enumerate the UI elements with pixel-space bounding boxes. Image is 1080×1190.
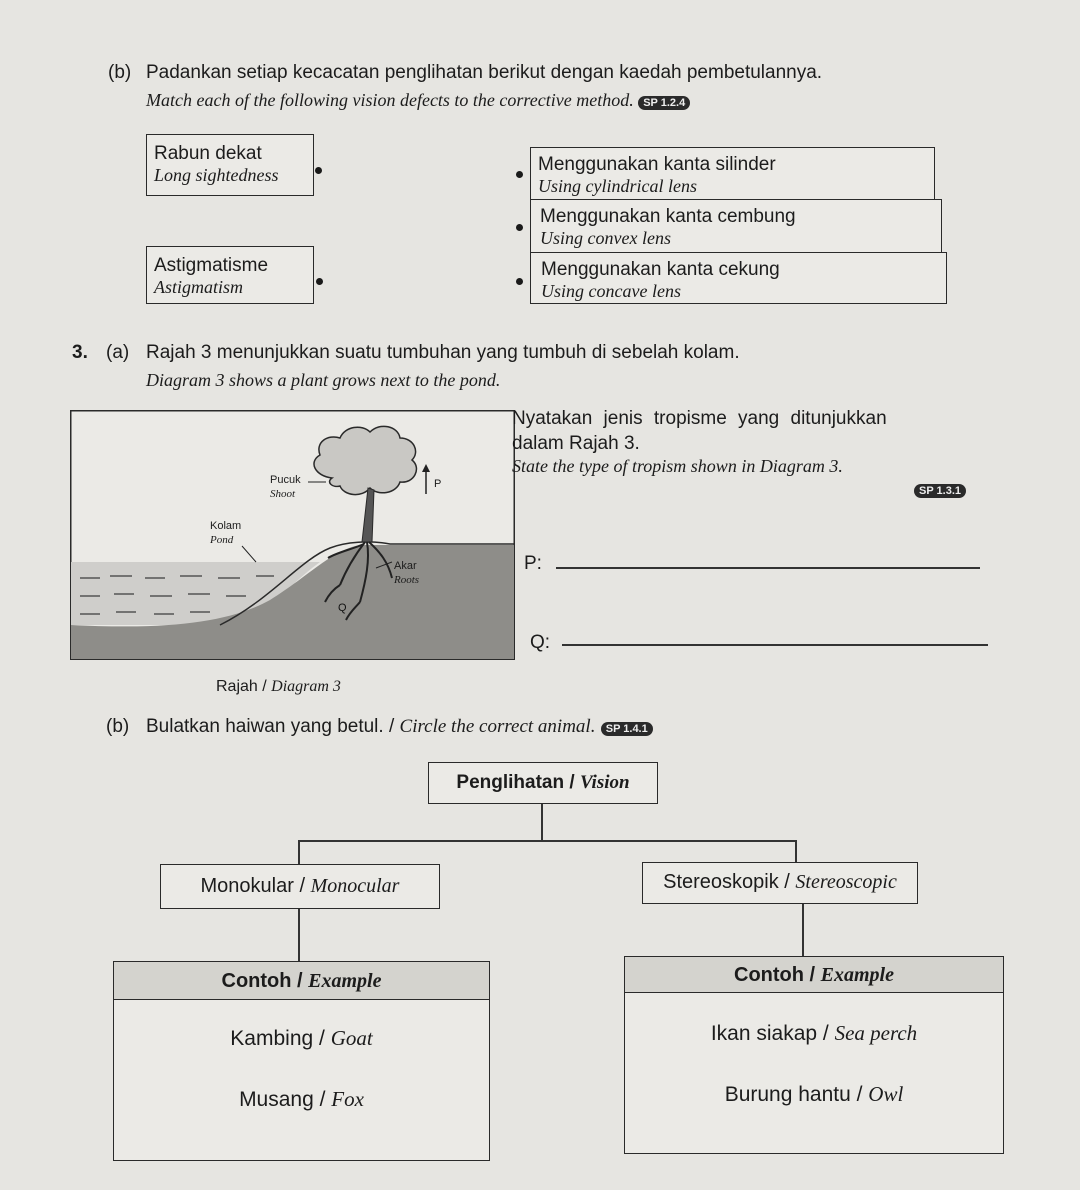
q2b-instruction-en-text: Match each of the following vision defects to the corrective method.	[146, 90, 634, 110]
answer-p-label: P:	[524, 553, 542, 574]
diagram-3	[70, 410, 515, 660]
example-ms: Contoh /	[734, 964, 821, 986]
method-box-concave[interactable]	[530, 252, 947, 304]
match-dot[interactable]	[516, 278, 523, 285]
animal-option-goat[interactable]	[114, 1026, 489, 1051]
label-pond-ms: Kolam	[210, 520, 242, 532]
sp-badge: SP 1.3.1	[914, 484, 966, 498]
monocular-example-box	[113, 961, 490, 1161]
root-ms: Penglihatan /	[456, 772, 580, 793]
label-q: Q	[338, 602, 347, 614]
animal-ms: Kambing /	[230, 1027, 331, 1050]
connector	[298, 909, 300, 961]
connector	[541, 804, 543, 840]
method-ms: Menggunakan kanta cembung	[540, 206, 796, 227]
q3a-sp-wrap	[914, 481, 966, 499]
stereoscopic-ms: Stereoskopik /	[663, 871, 796, 893]
example-ms: Contoh /	[221, 970, 309, 992]
answer-q-line[interactable]	[562, 644, 988, 646]
q3a-prompt-ms-2: dalam Rajah 3.	[512, 433, 640, 454]
example-header	[114, 962, 489, 1000]
stereoscopic-en: Stereoscopic	[795, 871, 897, 893]
q3a-text-ms: Rajah 3 menunjukkan suatu tumbuhan yang tumbuh di sebelah kolam.	[146, 342, 740, 363]
animal-ms: Musang /	[239, 1088, 332, 1111]
diagram-caption	[216, 678, 341, 696]
q2b-instruction-ms: Padankan setiap kecacatan penglihatan berikut dengan kaedah pembetulannya.	[146, 62, 823, 83]
connector	[298, 840, 300, 864]
monocular-en: Monocular	[310, 875, 400, 897]
sp-badge: SP 1.4.1	[601, 722, 653, 736]
root-en: Vision	[579, 772, 630, 793]
defect-box-long-sightedness[interactable]	[146, 134, 314, 196]
label-pond-en: Pond	[210, 534, 234, 546]
q3a-text-en: Diagram 3 shows a plant grows next to the pond.	[146, 370, 501, 390]
q2b-instruction-en	[146, 90, 690, 111]
connector	[802, 904, 804, 956]
q3a-prompt-ms-1: Nyatakan jenis tropisme yang ditunjukkan	[512, 408, 887, 429]
defect-en: Long sightedness	[154, 165, 279, 185]
example-header	[625, 957, 1003, 993]
vision-root-box	[428, 762, 658, 804]
animal-option-sea-perch[interactable]	[625, 1021, 1003, 1046]
method-box-cylindrical[interactable]	[530, 147, 935, 200]
stereoscopic-box	[642, 862, 918, 904]
method-ms: Menggunakan kanta silinder	[538, 154, 776, 175]
animal-ms: Burung hantu /	[724, 1083, 869, 1106]
diagram-3-svg	[70, 410, 515, 660]
method-en: Using convex lens	[540, 228, 671, 248]
animal-en: Fox	[331, 1087, 364, 1111]
label-shoot-ms: Pucuk	[270, 474, 301, 486]
answer-q-label: Q:	[530, 632, 551, 653]
caption-ms: Rajah /	[216, 678, 272, 695]
q3b-label: (b)	[106, 716, 130, 737]
answer-p-line[interactable]	[556, 567, 980, 569]
label-p: P	[434, 478, 442, 490]
label-shoot-en: Shoot	[270, 488, 296, 500]
defect-ms: Astigmatisme	[154, 255, 269, 276]
animal-option-fox[interactable]	[114, 1087, 489, 1112]
q3a-prompt-en: State the type of tropism shown in Diagram 3.	[512, 456, 843, 476]
animal-en: Sea perch	[834, 1021, 918, 1045]
animal-option-owl[interactable]	[625, 1082, 1003, 1107]
caption-en: Diagram 3	[271, 678, 341, 695]
defect-en: Astigmatism	[154, 277, 244, 297]
match-dot[interactable]	[516, 224, 523, 231]
monocular-ms: Monokular /	[200, 875, 311, 897]
animal-ms: Ikan siakap /	[710, 1022, 835, 1045]
defect-ms: Rabun dekat	[154, 143, 262, 164]
method-en: Using concave lens	[541, 281, 681, 301]
q3a-label: (a)	[106, 342, 130, 363]
example-en: Example	[308, 970, 382, 992]
match-dot[interactable]	[516, 171, 523, 178]
match-dot[interactable]	[316, 278, 323, 285]
q3-number: 3.	[72, 342, 88, 363]
stereoscopic-example-box	[624, 956, 1004, 1154]
animal-en: Owl	[868, 1082, 904, 1106]
q3b-text-en: Circle the correct animal.	[399, 716, 596, 737]
connector	[298, 840, 796, 842]
defect-box-astigmatism[interactable]	[146, 246, 314, 304]
method-box-convex[interactable]	[530, 199, 942, 253]
q2b-label: (b)	[108, 62, 132, 83]
match-dot[interactable]	[315, 167, 322, 174]
label-roots-ms: Akar	[394, 560, 417, 572]
sp-badge: SP 1.2.4	[638, 96, 690, 110]
monocular-box	[160, 864, 440, 909]
method-en: Using cylindrical lens	[538, 176, 697, 196]
q3b-text-ms: Bulatkan haiwan yang betul. /	[146, 716, 400, 737]
animal-en: Goat	[330, 1026, 373, 1050]
example-en: Example	[820, 964, 894, 986]
connector	[795, 840, 797, 862]
q3b-text	[146, 716, 653, 738]
method-ms: Menggunakan kanta cekung	[541, 259, 780, 280]
label-roots-en: Roots	[394, 574, 420, 586]
